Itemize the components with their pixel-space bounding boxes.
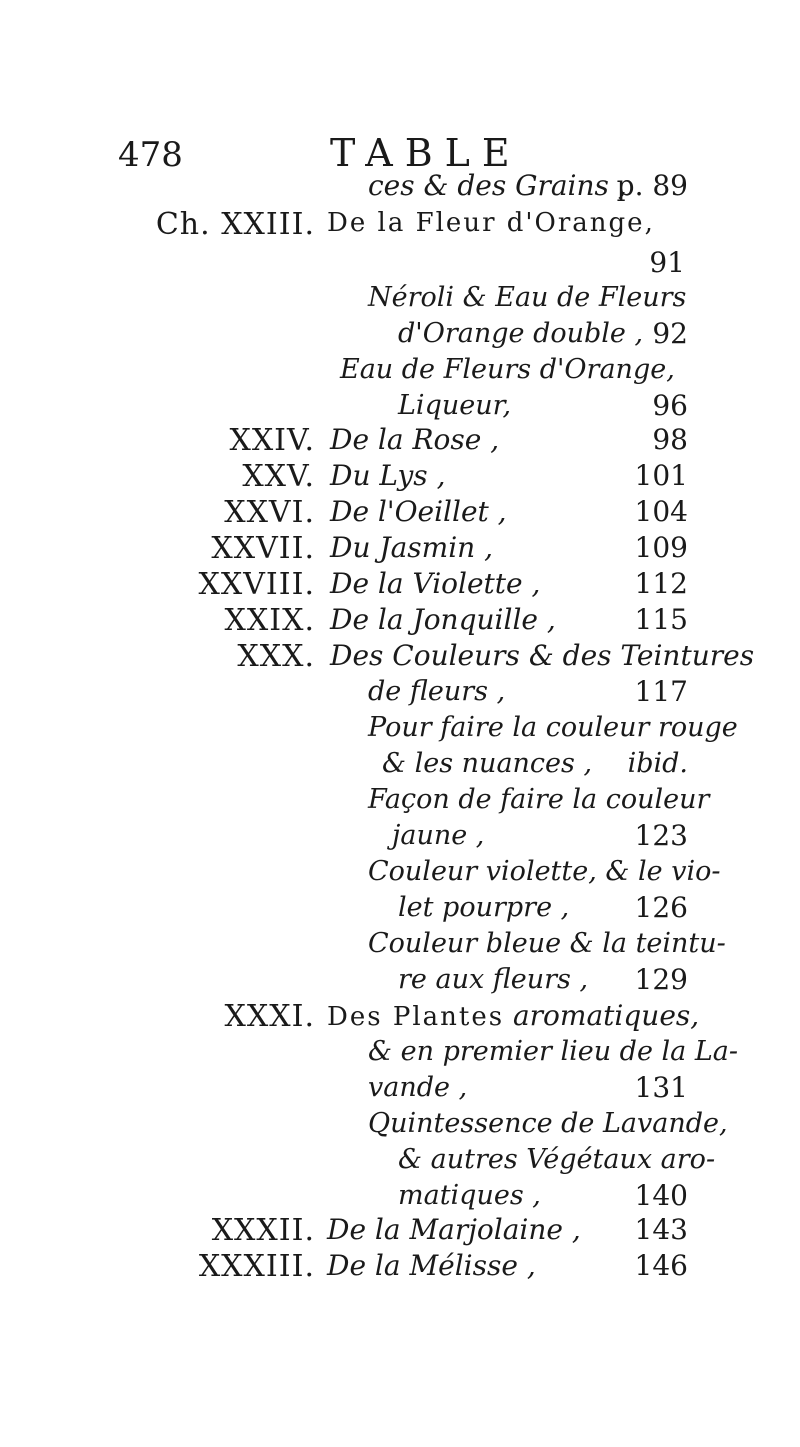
entry-title: d'Orange double ,	[398, 318, 644, 349]
entry-title: Néroli & Eau de Fleurs	[368, 282, 687, 313]
entry-title: Eau de Fleurs d'Orange,	[340, 354, 675, 385]
chapter-number: XXVII.	[211, 531, 315, 566]
entry-title: Couleur bleue & la teintu-	[368, 928, 726, 959]
entry-title: ces & des Grains ,	[368, 169, 627, 202]
entry-title: Du Jasmin ,	[330, 531, 494, 564]
entry-page: 115	[634, 603, 688, 636]
entry-title: De l'Oeillet ,	[330, 495, 507, 528]
entry-page: 92	[652, 317, 688, 350]
entry-title: Du Lys ,	[330, 459, 446, 492]
entry-page: 98	[652, 423, 688, 456]
entry-page: p. 89	[616, 169, 688, 202]
entry-page: 91	[649, 246, 685, 279]
entry-page: 96	[652, 389, 688, 422]
entry-title	[327, 999, 700, 1032]
entry-page: 140	[634, 1179, 688, 1212]
entry-title: De la Mélisse ,	[327, 1249, 536, 1282]
entry-page: ibid.	[627, 748, 688, 779]
entry-page: 109	[634, 531, 688, 564]
chapter-number: XXX.	[237, 639, 315, 674]
entry-page: 123	[634, 819, 688, 852]
chapter-number: XXVI.	[224, 495, 315, 530]
entry-page: 143	[634, 1213, 688, 1246]
entry-title-italic: aromatiques,	[504, 999, 700, 1032]
chapter-number: XXV.	[242, 459, 315, 494]
entry-title: jaune ,	[392, 820, 485, 851]
entry-title: Façon de faire la couleur	[368, 784, 710, 815]
entry-title: & en premier lieu de la La-	[368, 1036, 738, 1067]
entry-title: & autres Végétaux aro-	[398, 1144, 716, 1175]
entry-page: 131	[634, 1071, 688, 1104]
entry-title-caps: Des Plantes	[327, 1002, 505, 1032]
entry-page: 104	[634, 495, 688, 528]
entry-title: Quintessence de Lavande,	[368, 1108, 728, 1139]
entry-page: 126	[634, 891, 688, 924]
entry-title: De la Jonquille ,	[330, 603, 556, 636]
chapter-number: Ch. XXIII.	[155, 207, 315, 242]
entry-title-caps: De la Fleur d'Orange,	[327, 208, 655, 238]
entry-title: Couleur violette, & le vio-	[368, 856, 721, 887]
entry-page: 117	[634, 675, 688, 708]
entry-title: De la Rose ,	[330, 423, 500, 456]
entry-title: vande ,	[368, 1072, 468, 1103]
entry-title: de fleurs ,	[368, 676, 506, 707]
entry-page: 101	[634, 459, 688, 492]
entry-title: & les nuances ,	[382, 748, 593, 779]
chapter-number: XXXIII.	[198, 1249, 315, 1284]
entry-title: matiques ,	[398, 1180, 541, 1211]
chapter-number: XXXI.	[224, 999, 315, 1034]
chapter-number: XXXII.	[211, 1213, 315, 1248]
entry-title: De la Marjolaine ,	[327, 1213, 581, 1246]
entry-title: Des Couleurs & des Teintures	[330, 639, 755, 672]
running-head: TABLE	[330, 131, 522, 175]
entry-page: 146	[634, 1249, 688, 1282]
entry-title: re aux fleurs ,	[398, 964, 589, 995]
entry-title: De la Violette ,	[330, 567, 541, 600]
chapter-number: XXIX.	[224, 603, 315, 638]
entry-page: 112	[634, 567, 688, 600]
chapter-number: XXIV.	[229, 423, 315, 458]
entry-title: let pourpre ,	[398, 892, 570, 923]
page-number: 478	[118, 135, 183, 175]
chapter-number: XXVIII.	[198, 567, 315, 602]
entry-title: Pour faire la couleur rouge	[368, 712, 738, 743]
entry-title: Liqueur,	[398, 390, 512, 421]
entry-page: 129	[634, 963, 688, 996]
